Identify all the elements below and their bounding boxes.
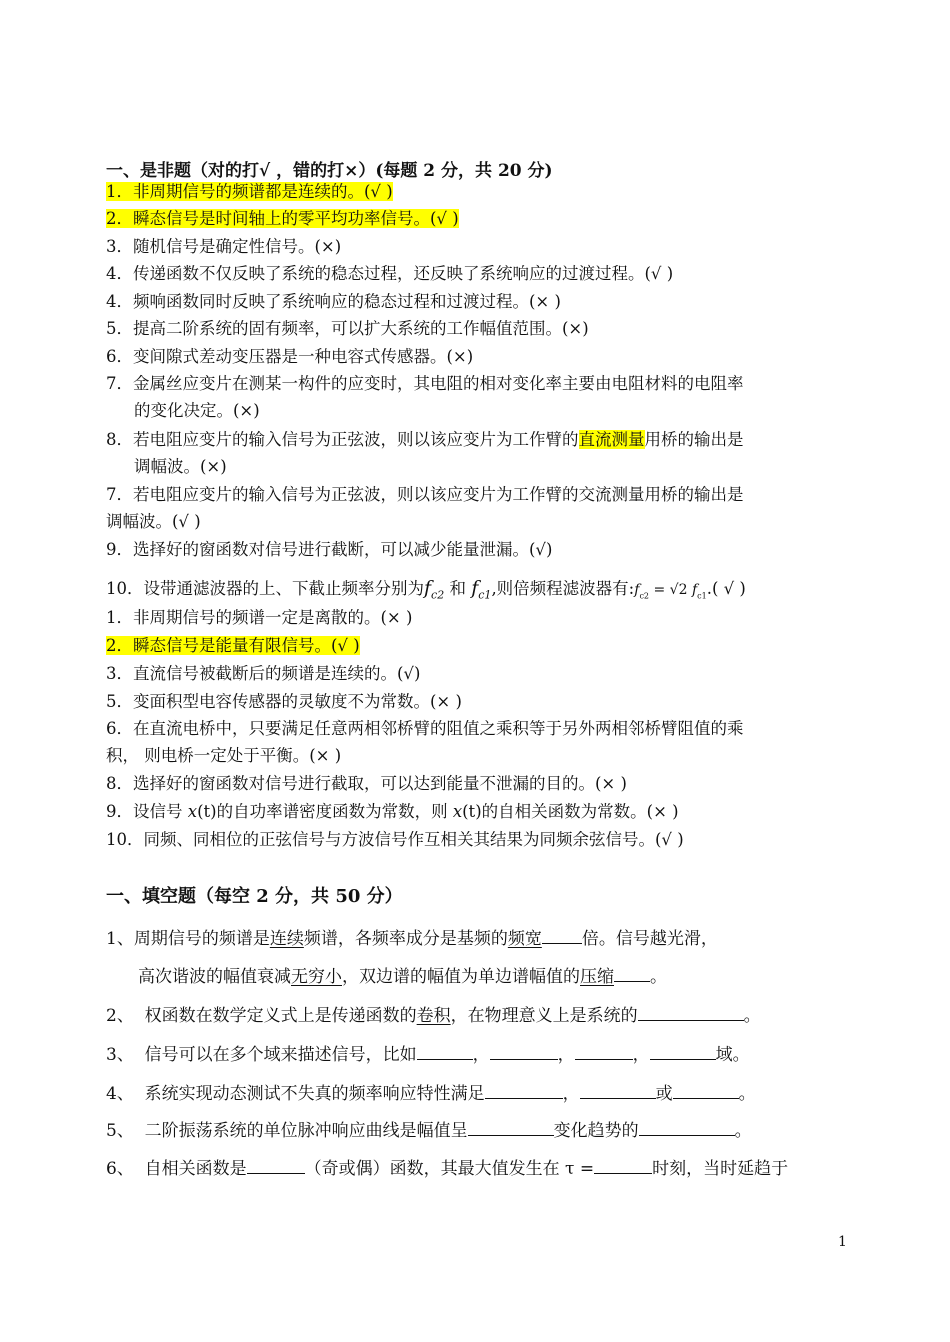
answer-blank — [638, 1003, 744, 1021]
fill-question-1-cont: 高次谐波的幅值衰减无穷小，双边谱的幅值为单边谱幅值的压缩 。 — [138, 964, 667, 990]
tf-item: 1．非周期信号的频谱一定是离散的。(× ) — [106, 608, 413, 627]
answer-blank — [490, 1042, 558, 1060]
tf-item: 7．若电阻应变片的输入信号为正弦波，则以该应变片为工作臂的交流测量用桥的输出是 — [106, 485, 744, 504]
page-number: 1 — [838, 1234, 847, 1250]
tf-item-formula: 10．设带通滤波器的上、下截止频率分别为$f_{c2}$ 和 $f_{c1}$,则倍频程滤波器有$:f_{c2} = √2$ $f_{c1}$.( √ ) — [106, 577, 746, 602]
answer-blank — [247, 1156, 305, 1174]
tf-item: 5．提高二阶系统的固有频率，可以扩大系统的工作幅值范围。(×) — [106, 319, 589, 338]
tf-item: 3．随机信号是确定性信号。(×) — [106, 237, 342, 256]
answer-blank — [468, 1118, 554, 1136]
answer-blank: 连续 — [269, 929, 304, 949]
fill-question-6: 6、 自相关函数是 （奇或偶）函数，其最大值发生在 τ = 时刻，当时延趋于 — [106, 1156, 788, 1182]
tf-item-continuation: 调幅波。(×) — [134, 457, 227, 476]
answer-blank — [575, 1042, 633, 1060]
tf-item: 8．选择好的窗函数对信号进行截取，可以达到能量不泄漏的目的。(× ) — [106, 774, 627, 793]
fill-question-3: 3、 信号可以在多个域来描述信号，比如 ， ， ， 域。 — [106, 1042, 750, 1068]
answer-blank — [594, 1156, 652, 1174]
tf-item: 6．在直流电桥中，只要满足任意两相邻桥臂的阻值之乘积等于另外两相邻桥臂阻值的乘 — [106, 719, 744, 738]
highlight-dc-measure: 直流测量 — [578, 430, 645, 449]
answer-blank — [580, 1081, 656, 1099]
tf-item-continuation: 调幅波。(√ ) — [106, 512, 201, 531]
answer-blank: 压缩 — [580, 967, 614, 987]
fill-question-1: 1、周期信号的频谱是连续频谱，各频率成分是基频的频宽 倍。信号越光滑， — [106, 926, 718, 952]
tf-item: 4．频响函数同时反映了系统响应的稳态过程和过渡过程。(× ) — [106, 292, 561, 311]
tf-item: 3．直流信号被截断后的频谱是连续的。(√) — [106, 664, 421, 683]
fill-question-5: 5、 二阶振荡系统的单位脉冲响应曲线是幅值呈 变化趋势的 。 — [106, 1118, 752, 1144]
tf-item: 9．选择好的窗函数对信号进行截断，可以减少能量泄漏。(√) — [106, 540, 553, 559]
answer-blank: 频宽 — [507, 929, 542, 949]
fill-question-2: 2、 权函数在数学定义式上是传递函数的卷积，在物理意义上是系统的 。 — [106, 1003, 761, 1029]
fill-section-title: 一、填空题（每空 2 分，共 50 分） — [106, 886, 403, 907]
tf-item: 6．变间隙式差动变压器是一种电容式传感器。(×) — [106, 347, 474, 366]
tf-item: 7．金属丝应变片在测某一构件的应变时，其电阻的相对变化率主要由电阻材料的电阻率 — [106, 374, 744, 393]
answer-blank: 卷积 — [416, 1006, 451, 1026]
answer-blank — [485, 1081, 563, 1099]
answer-blank: 无穷小 — [291, 967, 342, 987]
tf-item: 2．瞬态信号是时间轴上的零平均功率信号。(√ ) — [106, 209, 459, 228]
answer-blank — [673, 1081, 739, 1099]
tf-item: 10．同频、同相位的正弦信号与方波信号作互相关其结果为同频余弦信号。(√ ) — [106, 830, 684, 849]
answer-blank — [417, 1042, 473, 1060]
tf-item: 8．若电阻应变片的输入信号为正弦波，则以该应变片为工作臂的直流测量用桥的输出是 — [106, 430, 744, 449]
fill-question-4: 4、 系统实现动态测试不失真的频率响应特性满足 ， 或 。 — [106, 1081, 756, 1107]
tf-item: 9．设信号 x(t)的自功率谱密度函数为常数，则 x(t)的自相关函数为常数。(× ) — [106, 802, 679, 821]
answer-blank — [639, 1118, 735, 1136]
tf-item-continuation: 积， 则电桥一定处于平衡。(× ) — [106, 746, 342, 765]
tf-item: 5．变面积型电容传感器的灵敏度不为常数。(× ) — [106, 692, 462, 711]
tf-item: 4．传递函数不仅反映了系统的稳态过程，还反映了系统响应的过渡过程。(√ ) — [106, 264, 674, 283]
tf-section-title: 一、是非题（对的打√ ，错的打×）(每题 2 分，共 20 分) — [106, 161, 553, 181]
tf-item: 1．非周期信号的频谱都是连续的。(√ ) — [106, 182, 393, 201]
tf-item: 2．瞬态信号是能量有限信号。(√ ) — [106, 636, 360, 655]
tf-item-continuation: 的变化决定。(×) — [134, 401, 260, 420]
answer-blank — [650, 1042, 716, 1060]
